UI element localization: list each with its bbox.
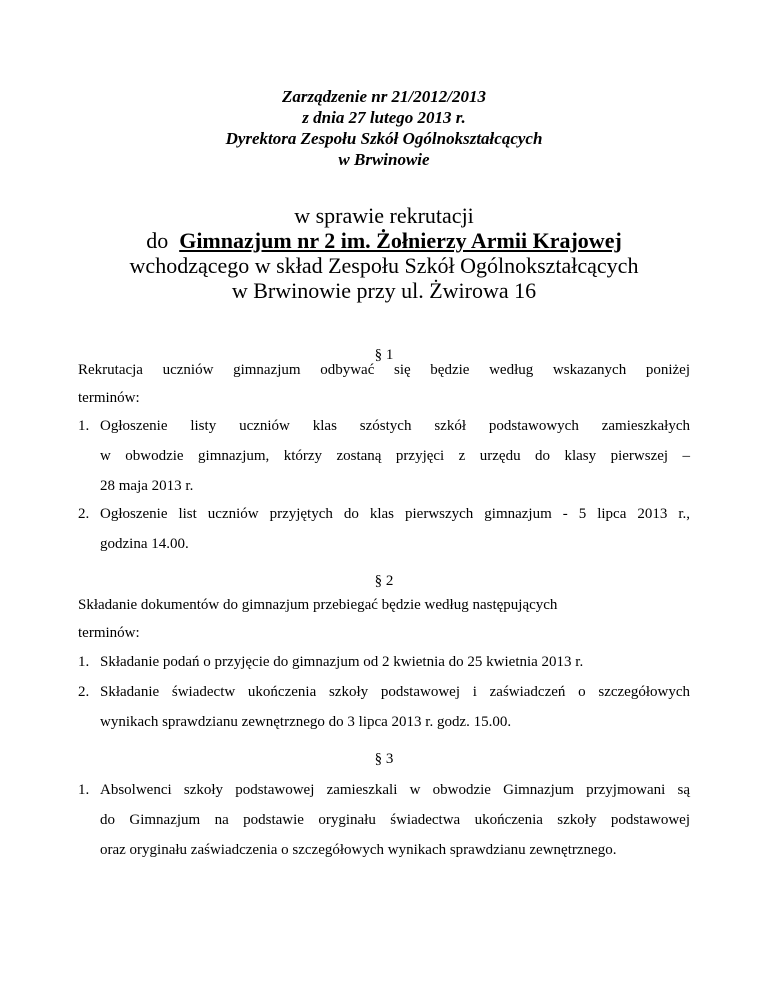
subject-line-2 <box>0 228 768 253</box>
list-item-line: do Gimnazjum na podstawie oryginału świadectwa ukończenia szkoły podstawowej <box>100 812 690 828</box>
list-item-line: Absolwenci szkoły podstawowej zamieszkali w obwodzie Gimnazjum przyjmowani są <box>100 782 690 798</box>
ordinance-header <box>0 86 768 170</box>
list-item-line: Składanie podań o przyjęcie do gimnazjum od 2 kwietnia do 25 kwietnia 2013 r. <box>100 654 584 670</box>
list-item-line: Ogłoszenie list uczniów przyjętych do klas pierwszych gimnazjum - 5 lipca 2013 r., <box>100 506 690 522</box>
list-item-number: 2. <box>78 506 90 522</box>
subject-line-1: w sprawie rekrutacji <box>294 203 474 228</box>
list-item-number: 2. <box>78 684 90 700</box>
list-item-line: oraz oryginału zaświadczenia o szczegółowych wynikach sprawdzianu zewnętrznego. <box>100 842 617 858</box>
section-2-item-2 <box>78 677 690 737</box>
section-2-intro-line-1: Składanie dokumentów do gimnazjum przebiegać będzie według następujących <box>78 597 558 613</box>
list-item-line: w obwodzie gimnazjum, którzy zostaną przyjęci z urzędu do klasy pierwszej – <box>100 448 690 464</box>
list-item-line: Składanie świadectw ukończenia szkoły podstawowej i zaświadczeń o szczegółowych <box>100 684 690 700</box>
section-2-intro <box>78 591 690 647</box>
ordinance-date: z dnia 27 lutego 2013 r. <box>302 108 466 127</box>
ordinance-issuer: Dyrektora Zespołu Szkół Ogólnokształcących <box>225 129 543 148</box>
subject-line-4: w Brwinowie przy ul. Żwirowa 16 <box>231 278 537 303</box>
section-1-sign: § 1 <box>374 347 394 363</box>
section-3-item-1 <box>78 775 690 865</box>
section-2-item-1 <box>78 647 690 677</box>
ordinance-location: w Brwinowie <box>338 150 430 169</box>
section-1-intro-line-2: terminów: <box>78 390 140 406</box>
section-1-intro-line-1: Rekrutacja uczniów gimnazjum odbywać się będzie według wskazanych poniżej <box>78 362 690 378</box>
list-item-line: godzina 14.00. <box>100 536 189 552</box>
section-3-sign: § 3 <box>374 751 394 767</box>
section-1-item-2 <box>78 499 690 559</box>
subject-line-3: wchodzącego w skład Zespołu Szkół Ogólnokształcących <box>129 253 639 278</box>
section-2-sign: § 2 <box>374 573 394 589</box>
section-1-item-1 <box>78 411 690 501</box>
section-1-intro <box>78 356 690 412</box>
list-item-number: 1. <box>78 782 90 798</box>
list-item-number: 1. <box>78 418 90 434</box>
subject-prefix: do <box>146 228 169 253</box>
list-item-line: Ogłoszenie listy uczniów klas szóstych szkół podstawowych zamieszkałych <box>100 418 690 434</box>
school-name: Gimnazjum nr 2 im. Żołnierzy Armii Krajowej <box>179 228 622 253</box>
list-item-line: wynikach sprawdzianu zewnętrznego do 3 lipca 2013 r. godz. 15.00. <box>100 714 512 730</box>
ordinance-number: Zarządzenie nr 21/2012/2013 <box>281 87 487 106</box>
section-2-intro-line-2: terminów: <box>78 625 140 641</box>
list-item-line: 28 maja 2013 r. <box>100 478 194 494</box>
list-item-number: 1. <box>78 654 90 670</box>
ordinance-subject <box>0 203 768 303</box>
